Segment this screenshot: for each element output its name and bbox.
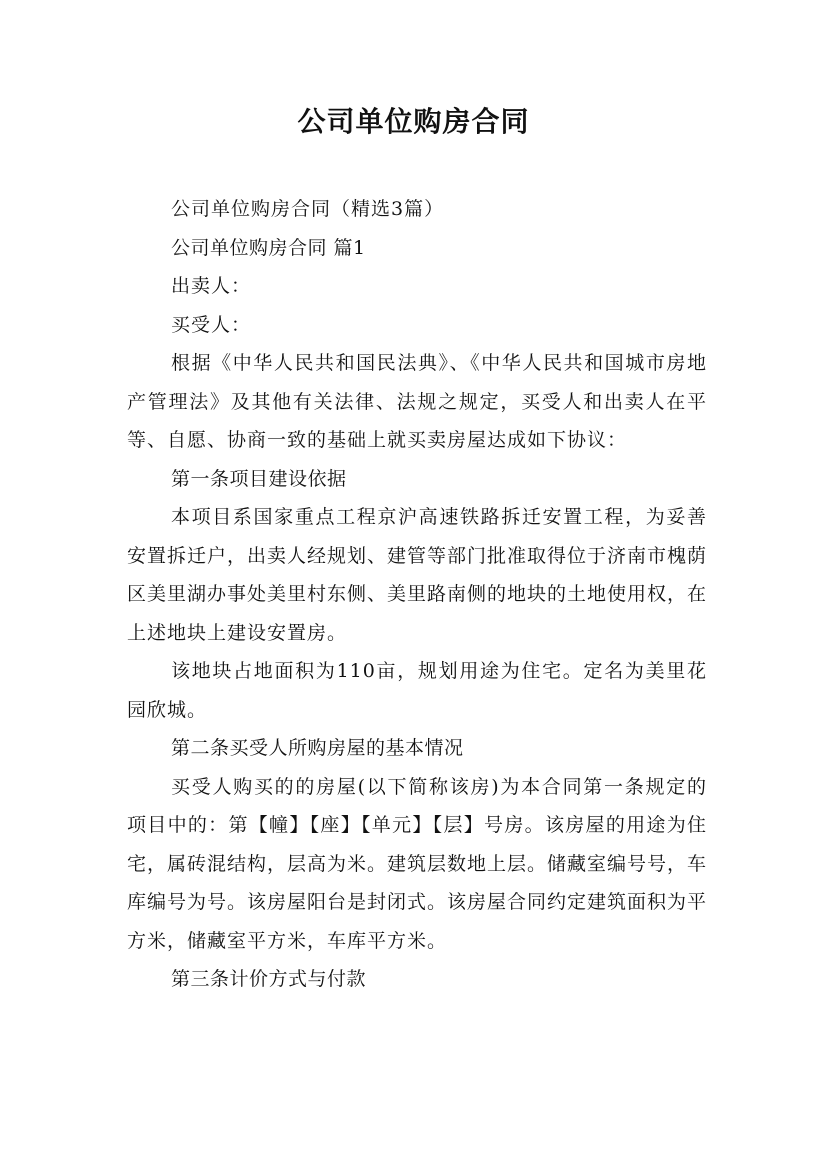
seller-line: 出卖人： [171, 275, 252, 297]
section-heading-part-1: 公司单位购房合同 篇1 [171, 236, 366, 259]
article-2-heading: 第二条买受人所购房屋的基本情况 [171, 737, 464, 759]
article-1-paragraph: 本项目系国家重点工程京沪高速铁路拆迁安置工程，为妥善安置拆迁户，出卖人经规划、建管等部门批准取得位于济南市槐荫区美里湖办事处美里村东侧、美里路南侧的地块的土地使用权，在上述地块上建设安置房。 [127, 506, 708, 644]
subtitle-paragraph: 公司单位购房合同（精选3篇） [171, 198, 445, 220]
document-title: 公司单位购房合同 [297, 105, 530, 138]
preamble-paragraph: 根据《中华人民共和国民法典》、《中华人民共和国城市房地产管理法》及其他有关法律、法规之规定，买受人和出卖人在平等、自愿、协商一致的基础上就买卖房屋达成如下协议： [127, 352, 707, 451]
article-1-heading: 第一条项目建设依据 [171, 467, 347, 490]
document-body [127, 190, 707, 999]
article-2-paragraph: 买受人购买的的房屋(以下简称该房)为本合同第一条规定的项目中的：第【幢】【座】【单元】【层】号房。该房屋的用途为住宅，属砖混结构，层高为米。建筑层数地上层。储藏室编号号，车库编号为号。该房屋阳台是封闭式。该房屋合同约定建筑面积为平方米，储藏室平方米，车库平方米。 [127, 775, 708, 952]
article-3-heading: 第三条计价方式与付款 [171, 968, 367, 990]
buyer-line: 买受人： [171, 313, 252, 336]
land-area-paragraph: 该地块占地面积为110亩，规划用途为住宅。定名为美里花园欣城。 [127, 660, 707, 721]
